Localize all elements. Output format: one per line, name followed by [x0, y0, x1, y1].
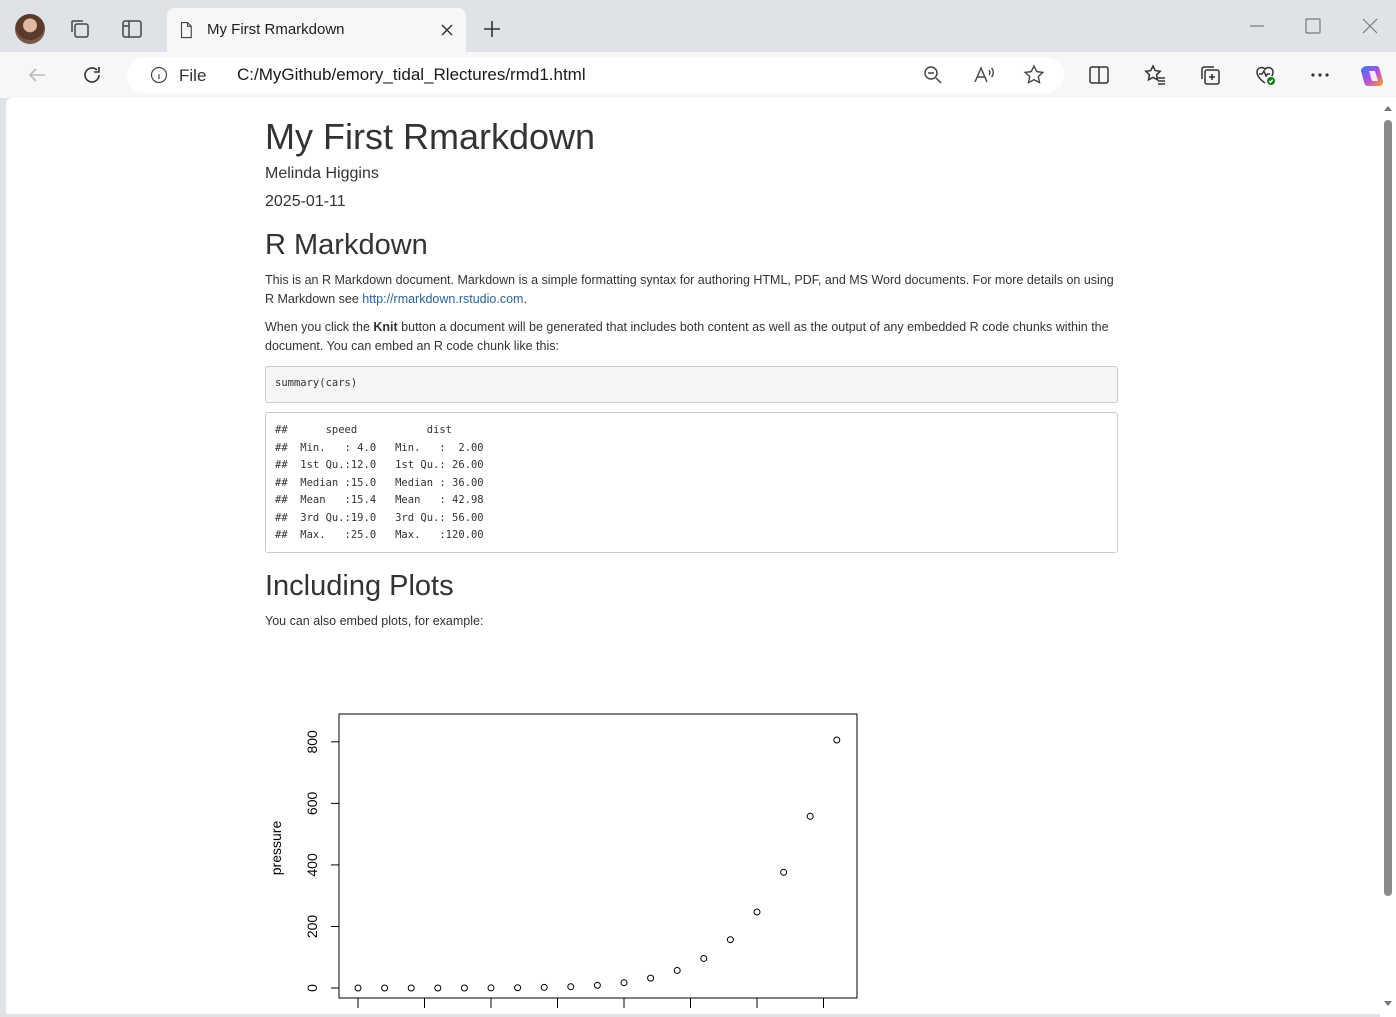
- paragraph-plots: You can also embed plots, for example:: [265, 614, 484, 628]
- scrollbar-thumb[interactable]: [1384, 120, 1392, 896]
- tab-title: My First Rmarkdown: [207, 21, 345, 38]
- data-point: [701, 955, 707, 961]
- zoom-out-icon[interactable]: [921, 63, 945, 87]
- maximize-icon[interactable]: [1301, 14, 1325, 38]
- data-point: [568, 984, 574, 990]
- split-screen-icon[interactable]: [1087, 63, 1111, 87]
- code-chunk-text: summary(cars): [275, 377, 358, 389]
- y-tick-label: 200: [304, 914, 320, 939]
- paragraph-intro-end: .: [523, 292, 527, 306]
- vertical-tabs-icon[interactable]: [120, 17, 144, 41]
- tab-active[interactable]: [167, 8, 466, 52]
- data-point: [488, 985, 494, 991]
- y-axis-label: pressure: [268, 820, 284, 876]
- rmarkdown-link[interactable]: http://rmarkdown.rstudio.com: [362, 292, 524, 306]
- favorite-star-icon[interactable]: [1022, 63, 1046, 87]
- address-scheme-label: File: [179, 66, 207, 85]
- data-point: [621, 980, 627, 986]
- data-point: [382, 985, 388, 991]
- data-point: [834, 737, 840, 743]
- scroll-down-arrow-icon[interactable]: [1383, 1000, 1393, 1008]
- paragraph-intro-text: This is an R Markdown document. Markdown is a simple formatting syntax for authoring HTML, PDF, and MS Word documents. For more details on using R Markdown see: [265, 273, 1114, 306]
- document-icon: [177, 21, 195, 39]
- data-point: [754, 909, 760, 915]
- knit-bold: Knit: [373, 320, 398, 334]
- more-options-icon[interactable]: [1308, 63, 1332, 87]
- y-tick-label: 600: [304, 791, 320, 816]
- close-window-icon[interactable]: [1358, 14, 1382, 38]
- paragraph-intro: [265, 271, 1118, 309]
- data-point: [515, 985, 521, 991]
- back-icon[interactable]: [25, 63, 49, 87]
- y-tick-label: 400: [304, 853, 320, 877]
- navigation-toolbar: [0, 52, 1396, 98]
- data-point: [408, 985, 414, 991]
- copilot-icon[interactable]: [1358, 62, 1386, 90]
- data-point: [648, 975, 654, 981]
- document-date: 2025-01-11: [265, 193, 346, 210]
- profile-avatar[interactable]: [15, 14, 45, 44]
- plot-frame: [339, 714, 857, 998]
- new-tab-icon[interactable]: [480, 17, 504, 41]
- paragraph-knit-pre: When you click the: [265, 320, 374, 334]
- x-axis: [358, 998, 824, 1008]
- favorites-icon[interactable]: [1143, 63, 1167, 87]
- document-author: Melinda Higgins: [265, 165, 379, 182]
- code-output[interactable]: [265, 412, 1118, 553]
- address-url[interactable]: C:/MyGithub/emory_tidal_Rlectures/rmd1.html: [237, 65, 586, 84]
- workspaces-icon[interactable]: [68, 17, 92, 41]
- data-point: [355, 985, 361, 991]
- data-points: [355, 737, 840, 991]
- read-aloud-icon[interactable]: [972, 63, 996, 87]
- section-heading-including-plots: Including Plots: [265, 570, 454, 602]
- vertical-scrollbar[interactable]: [1380, 98, 1396, 1017]
- data-point: [807, 813, 813, 819]
- paragraph-knit-post: button a document will be generated that includes both content as well as the output of any embedded R code chunks within the document. You can embed an R code chunk like this:: [265, 320, 1109, 353]
- data-point: [781, 869, 787, 875]
- collections-icon[interactable]: [1198, 63, 1222, 87]
- y-tick-label: 800: [304, 730, 320, 754]
- refresh-icon[interactable]: [80, 63, 104, 87]
- document-title: My First Rmarkdown: [265, 116, 596, 157]
- browser-essentials-icon[interactable]: [1253, 63, 1277, 87]
- page-viewport: [6, 98, 1380, 1014]
- data-point: [435, 985, 441, 991]
- data-point: [674, 967, 680, 973]
- code-output-text: ## speed dist ## Min. : 4.0 Min. : 2.00 ## 1st Qu.:12.0 1st Qu.: 26.00 ## Median :15.0 Median : 36.00 ## Mean :15.4 Mean : 42.98 ## 3rd Qu.:19.0 3rd Qu.: 56.00 ## Max. :25.0 Max. :120.00: [275, 424, 484, 541]
- code-chunk[interactable]: [265, 366, 1118, 403]
- info-icon[interactable]: [149, 65, 169, 85]
- data-point: [727, 937, 733, 943]
- y-tick-label: 0: [304, 984, 320, 992]
- y-axis: [304, 730, 339, 992]
- data-point: [541, 984, 547, 990]
- section-heading-r-markdown: R Markdown: [265, 229, 428, 261]
- scroll-up-arrow-icon[interactable]: [1383, 104, 1393, 112]
- paragraph-knit: [265, 318, 1118, 356]
- data-point: [461, 985, 467, 991]
- address-bar[interactable]: [127, 57, 1064, 93]
- pressure-scatter-plot: [265, 698, 885, 1014]
- close-tab-icon[interactable]: [437, 20, 457, 40]
- title-bar: [0, 0, 1396, 52]
- data-point: [594, 982, 600, 988]
- minimize-icon[interactable]: [1245, 14, 1269, 38]
